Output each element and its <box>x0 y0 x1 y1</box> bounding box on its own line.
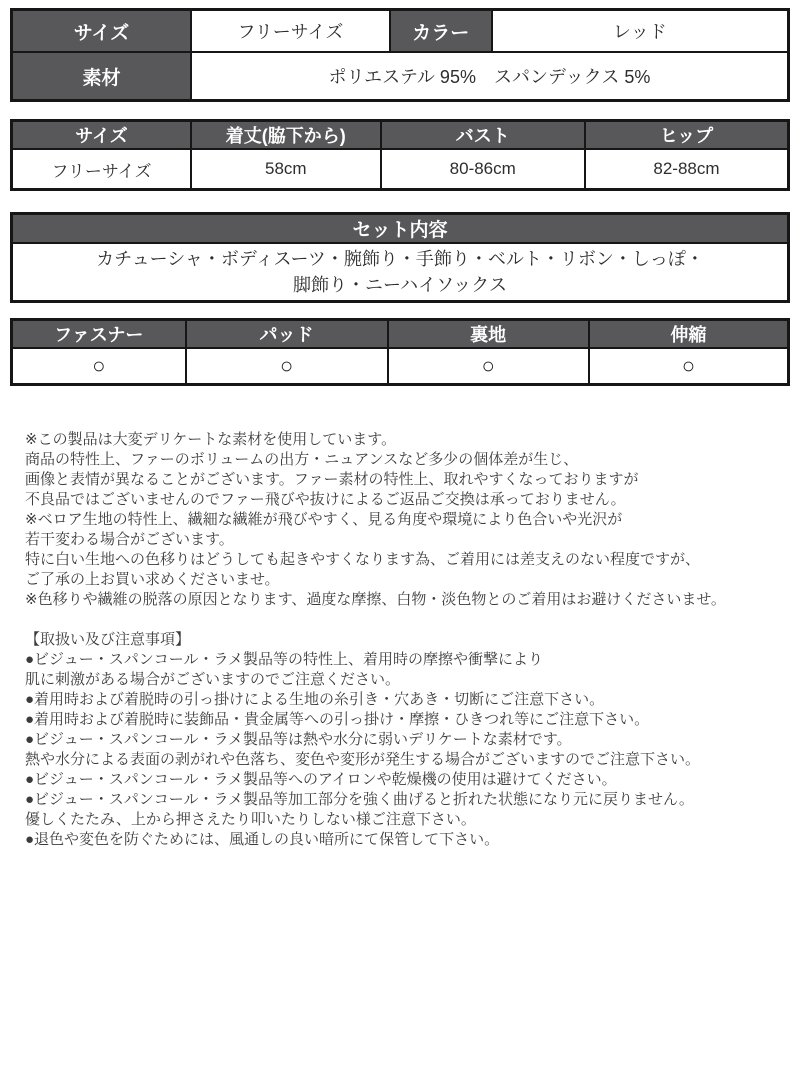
set-contents-row <box>12 243 789 302</box>
note-line: ●ビジュー・スパンコール・ラメ製品等は熱や水分に弱いデリケートな素材です。 <box>25 731 572 748</box>
features-header-stretch: 伸縮 <box>589 320 789 349</box>
note-line: 若干変わる場合がございます。 <box>25 531 234 548</box>
feature-mark-fastener: ○ <box>12 348 186 385</box>
note-line: ●ビジュー・スパンコール・ラメ製品等の特性上、着用時の摩擦や衝撃により <box>25 651 544 668</box>
features-header-fastener: ファスナー <box>12 320 186 349</box>
measurements-header-bust: バスト <box>381 121 585 150</box>
measurements-bust-value: 80-86cm <box>381 149 585 190</box>
note-line: ●着用時および着脱時の引っ掛けによる生地の糸引き・穴あき・切断にご注意下さい。 <box>25 691 605 708</box>
set-contents-table <box>10 212 790 303</box>
note-line: 肌に刺激がある場合がございますのでご注意ください。 <box>25 671 401 688</box>
note-line: 商品の特性上、ファーのボリュームの出方・ニュアンスなど多少の個体差が生じ、 <box>25 451 579 468</box>
spec-row-size-color <box>12 10 789 53</box>
measurements-header-hip: ヒップ <box>585 121 789 150</box>
features-table <box>10 318 790 386</box>
note-line: ※ベロア生地の特性上、繊細な繊維が飛びやすく、見る角度や環境により色合いや光沢が <box>25 511 623 528</box>
size-label: サイズ <box>12 10 191 53</box>
note-line: ご了承の上お買い求めくださいませ。 <box>25 571 280 588</box>
measurements-header-row <box>12 121 789 150</box>
note-line: ●ビジュー・スパンコール・ラメ製品等加工部分を強く曲げると折れた状態になり元に戻りません。 <box>25 791 694 808</box>
size-value: フリーサイズ <box>191 10 390 53</box>
measurements-data-row <box>12 149 789 190</box>
material-notes <box>25 430 782 610</box>
set-contents-header-row <box>12 214 789 244</box>
note-line: ※この製品は大変デリケートな素材を使用しています。 <box>25 431 397 448</box>
note-line: ●着用時および着脱時に装飾品・貴金属等への引っ掛け・摩擦・ひきつれ等にご注意下さい。 <box>25 711 650 728</box>
set-contents-items-line1: カチューシャ・ボディスーツ・腕飾り・手飾り・ベルト・リボン・しっぽ・ <box>96 249 704 269</box>
handling-notes <box>25 630 782 850</box>
measurements-size-value: フリーサイズ <box>12 149 191 190</box>
feature-mark-stretch: ○ <box>589 348 789 385</box>
measurements-length-value: 58cm <box>191 149 381 190</box>
set-contents-items-line2: 脚飾り・ニーハイソックス <box>292 275 508 295</box>
note-line: 熱や水分による表面の剥がれや色落ち、変色や変形が発生する場合がございますのでご注意下さい。 <box>25 751 701 768</box>
notes-section <box>10 408 790 850</box>
spec-row-material <box>12 52 789 101</box>
measurements-header-size: サイズ <box>12 121 191 150</box>
features-header-row <box>12 320 789 349</box>
set-contents-items <box>12 243 789 302</box>
measurements-header-length: 着丈(脇下から) <box>191 121 381 150</box>
material-label: 素材 <box>12 52 191 101</box>
features-data-row <box>12 348 789 385</box>
spec-table <box>10 8 790 102</box>
material-value: ポリエステル 95% スパンデックス 5% <box>191 52 789 101</box>
measurements-hip-value: 82-88cm <box>585 149 789 190</box>
features-header-pad: パッド <box>186 320 388 349</box>
note-line: 不良品ではございませんのでファー飛びや抜けによるご返品ご交換は承っておりません。 <box>25 491 626 508</box>
note-line: 優しくたたみ、上から押さえたり叩いたりしない様ご注意下さい。 <box>25 811 476 828</box>
note-line: 画像と表情が異なることがございます。ファー素材の特性上、取れやすくなっておりますが <box>25 471 639 488</box>
note-line: ※色移りや繊維の脱落の原因となります、過度な摩擦、白物・淡色物とのご着用はお避けくださいませ。 <box>25 591 726 608</box>
feature-mark-pad: ○ <box>186 348 388 385</box>
color-label: カラー <box>390 10 492 53</box>
measurements-table <box>10 119 790 191</box>
note-line: ●退色や変色を防ぐためには、風通しの良い暗所にて保管して下さい。 <box>25 831 500 848</box>
feature-mark-lining: ○ <box>388 348 589 385</box>
handling-notes-title: 【取扱い及び注意事項】 <box>25 631 191 648</box>
note-line: 特に白い生地への色移りはどうしても起きやすくなります為、ご着用には差支えのない程度ですが、 <box>25 551 701 568</box>
note-line: ●ビジュー・スパンコール・ラメ製品等へのアイロンや乾燥機の使用は避けてください。 <box>25 771 617 788</box>
set-contents-title: セット内容 <box>12 214 789 244</box>
color-value: レッド <box>492 10 789 53</box>
features-header-lining: 裏地 <box>388 320 589 349</box>
